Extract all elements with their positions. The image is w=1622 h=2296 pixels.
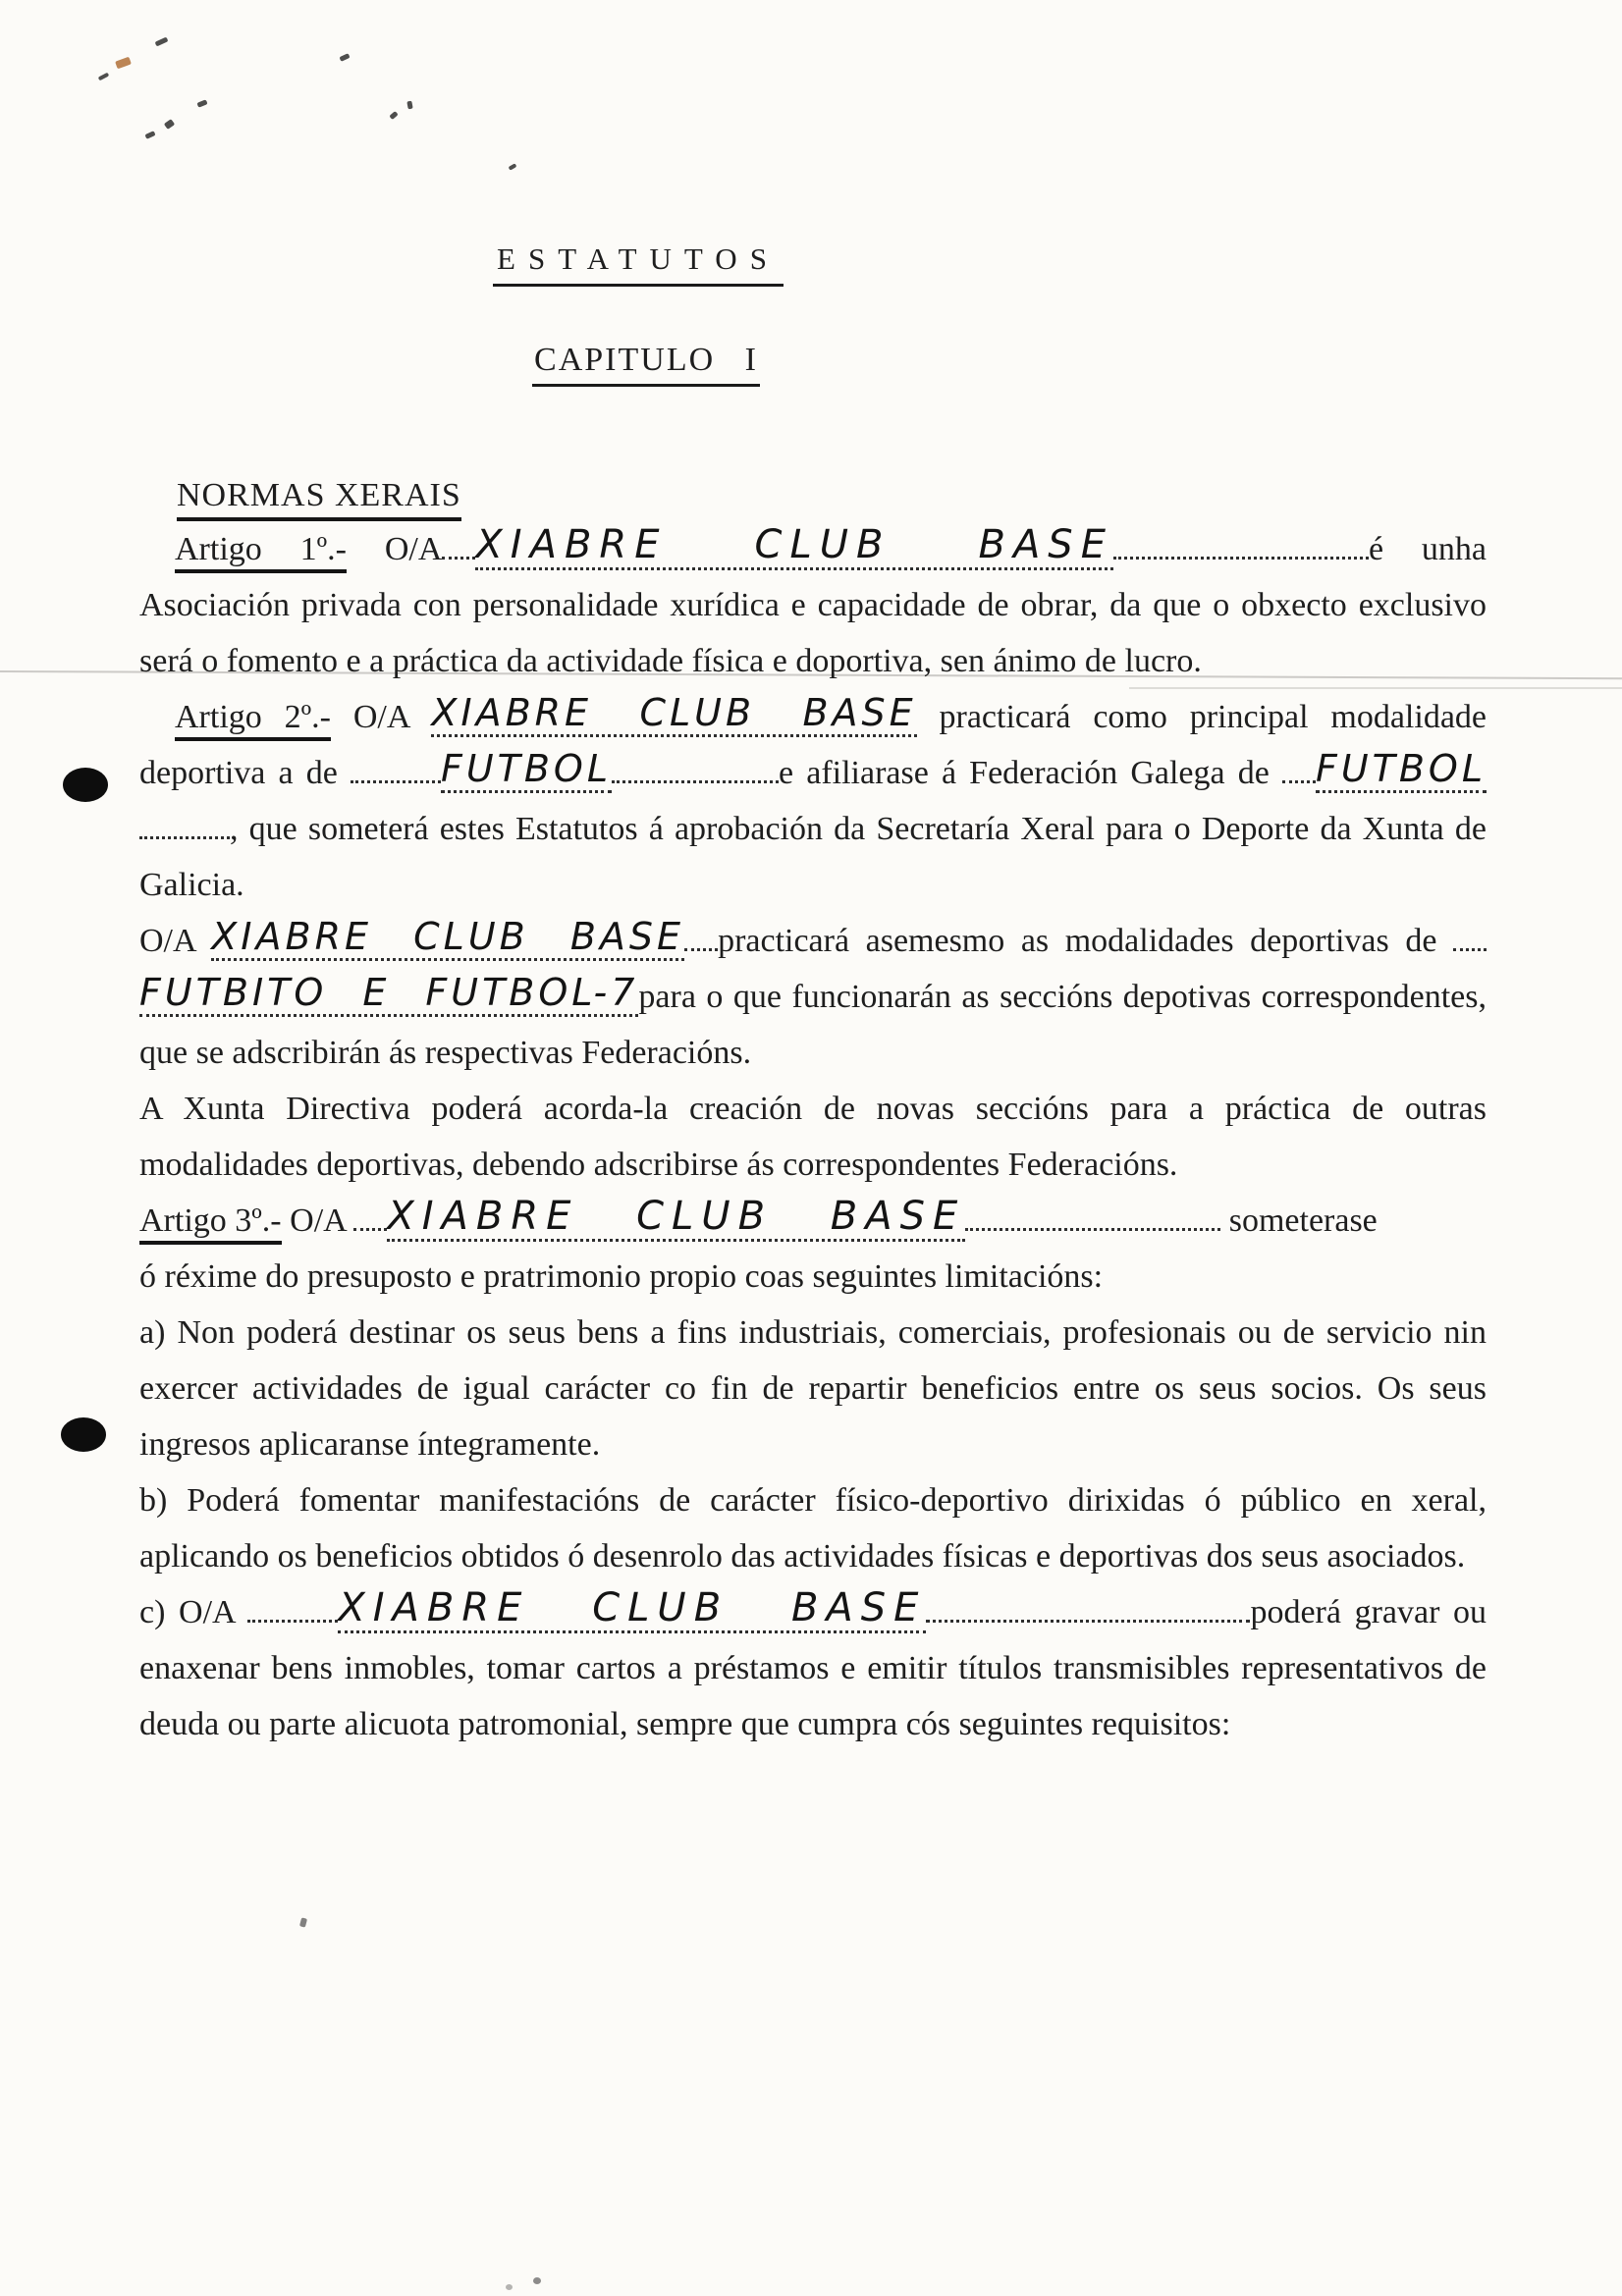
item-c-lead: c) O/A: [139, 1594, 235, 1630]
dotted-leader: [926, 1618, 1250, 1623]
dotted-leader: [684, 946, 718, 951]
document-content: [139, 0, 1487, 1752]
scan-speck: [98, 73, 110, 81]
item-c-body: gravar ou enaxenar bens inmobles, tomar cartos a préstamos e emitir títulos transmisibles representativos de deuda ou parte alicuota patromonial, sempre que cumpra cós seguintes requisitos:: [139, 1594, 1487, 1742]
paragraph-item-b: b) Poderá fomentar manifestacións de carácter físico-deportivo dirixidas ó público en xeral, aplicando os beneficios obtidos ó desenrolo das actividades físicas e deportivas dos seus asociados.: [139, 1482, 1487, 1575]
artigo-3-label: Artigo 3º.-: [139, 1202, 282, 1245]
dotted-leader: [353, 1226, 387, 1231]
artigo-1-after-fill: é unha: [1368, 531, 1487, 567]
dotted-leader: [612, 778, 779, 783]
handwritten-club-name: XIABRE CLUB BASE: [387, 1194, 965, 1242]
dotted-leader: [1113, 555, 1369, 560]
handwritten-club-name: XIABRE CLUB BASE: [431, 691, 916, 737]
artigo-2-lead: O/A: [352, 699, 409, 735]
scan-speck: [299, 1917, 307, 1927]
asemesmo-seg2: para o que funcionarán as seccións depotivas correspondentes, que se adscribirán ás respectivas Federacións.: [139, 979, 1487, 1071]
dotted-leader: [1282, 778, 1316, 783]
asemesmo-lead: O/A: [139, 923, 195, 959]
handwritten-sport: FUTBOL: [1316, 747, 1487, 793]
paragraph-item-c: [139, 1584, 1487, 1752]
artigo-2-seg3: , que someterá estes Estatutos á aprobación da Secretaría Xeral para o Deporte da Xunta de Galicia.: [139, 811, 1487, 903]
artigo-3-after-fill: someterase: [1228, 1202, 1378, 1239]
asemesmo-seg1: practicará asemesmo as modalidades deportivas de: [718, 923, 1437, 959]
punch-hole-mark-bottom: [61, 1417, 106, 1452]
handwritten-club-name: XIABRE CLUB BASE: [338, 1585, 926, 1633]
chapter-row: [0, 342, 1320, 387]
paragraph-xunta-directiva: A Xunta Directiva poderá acorda-la creación de novas seccións para a práctica de outras modalidades deportivas, debendo adscribirse ás correspondentes Federacións.: [139, 1091, 1487, 1183]
dotted-leader: [351, 778, 441, 783]
punch-hole-mark-top: [63, 768, 108, 802]
paragraph-asemesmo: [139, 913, 1487, 1081]
artigo-3-lead: O/A: [290, 1202, 346, 1239]
scan-speck: [533, 2277, 541, 2284]
paragraph-item-a: a) Non poderá destinar os seus bens a fins industriais, comerciais, profesionais ou de servicio nin exercer actividades de igual carácter co fin de repartir beneficios entre os seus socios. Os seus ingresos aplicaranse íntegramente.: [139, 1314, 1487, 1463]
artigo-2-label: Artigo 2º.-: [175, 699, 331, 741]
document-title: ESTATUTOS: [493, 241, 784, 287]
dotted-leader: [442, 555, 475, 560]
chapter-heading: CAPITULO I: [532, 342, 760, 387]
title-row: [0, 241, 1312, 287]
handwritten-sports: FUTBITO E FUTBOL-7: [139, 971, 638, 1017]
dotted-leader: [139, 834, 230, 839]
paragraph-artigo-3: [139, 1193, 1487, 1249]
handwritten-sport: FUTBOL: [441, 747, 612, 793]
scan-speck-orange: [115, 57, 132, 70]
item-c-after-fill: poderá: [1250, 1594, 1341, 1630]
section-heading: NORMAS XERAIS: [177, 477, 461, 521]
paragraph-artigo-1: [139, 521, 1487, 689]
section-row: [177, 477, 1487, 521]
artigo-2-seg2: e afiliarase á Federación Galega de: [779, 755, 1270, 791]
artigo-1-body: Asociación privada con personalidade xurídica e capacidade de obrar, da que o obxecto exclusivo será o fomento e a práctica da actividade física e doportiva, sen ánimo de lucro.: [139, 587, 1487, 679]
paragraph-artigo-3-body: ó réxime do presuposto e pratrimonio propio coas seguintes limitacións:: [139, 1258, 1104, 1295]
paragraph-artigo-2: [139, 689, 1487, 913]
dotted-leader: [247, 1618, 338, 1623]
scan-speck: [506, 2284, 513, 2290]
artigo-2-seg1: practicará como principal modalidade deportiva a de: [139, 699, 1487, 791]
artigo-1-label: Artigo 1º.-: [175, 531, 347, 573]
handwritten-club-name: XIABRE CLUB BASE: [211, 915, 684, 961]
handwritten-club-name: XIABRE CLUB BASE: [475, 522, 1113, 570]
artigo-1-lead: O/A: [384, 531, 443, 567]
dotted-leader: [965, 1226, 1220, 1231]
dotted-leader: [1453, 946, 1487, 951]
